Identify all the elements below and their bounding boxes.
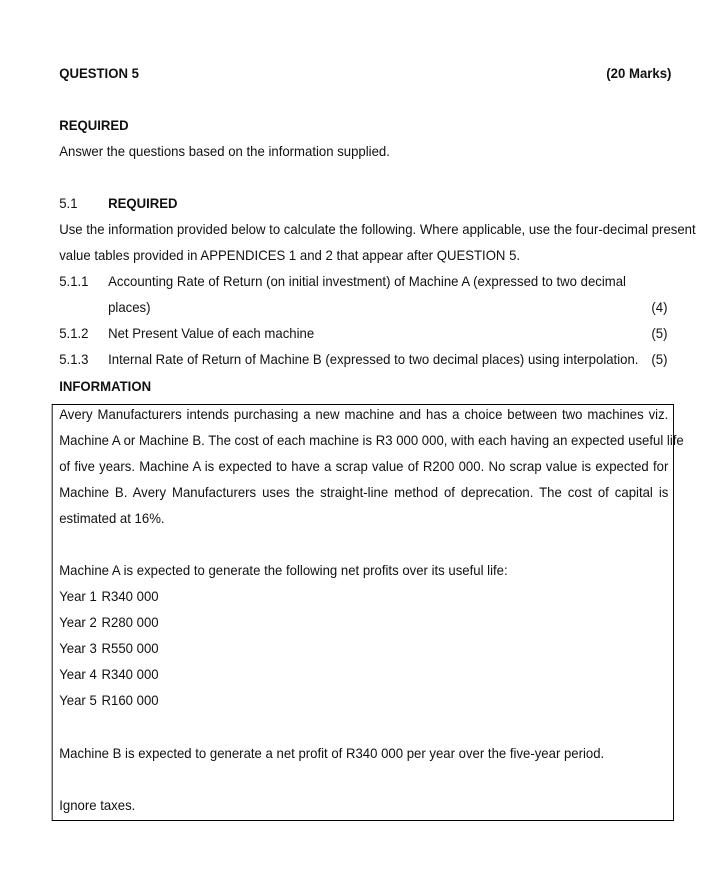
- required-instruction: Answer the questions based on the information supplied.: [59, 143, 390, 159]
- info-para-line: of five years. Machine A is expected to have a scrap value of R200 000. No scrap value is expected for: [59, 458, 669, 474]
- question-marks: (20 Marks): [606, 65, 672, 81]
- machine-b-text: Machine B is expected to generate a net profit of R340 000 per year over the five-year period.: [59, 745, 605, 761]
- info-para-line: estimated at 16%.: [59, 510, 165, 526]
- subquestion-intro-line2: value tables provided in APPENDICES 1 and 2 that appear after QUESTION 5.: [59, 247, 521, 263]
- information-heading: INFORMATION: [59, 378, 152, 394]
- taxes-note: Ignore taxes.: [59, 797, 136, 813]
- profit-amount: R160 000: [101, 692, 159, 708]
- item-number: 5.1.3: [59, 351, 89, 367]
- profit-amount: R340 000: [101, 666, 159, 682]
- item-number: 5.1.1: [59, 273, 89, 289]
- required-heading: REQUIRED: [59, 117, 129, 133]
- subquestion-number: 5.1: [59, 195, 78, 211]
- item-marks: (4): [651, 299, 668, 315]
- info-para-line: Machine B. Avery Manufacturers uses the straight-line method of deprecation. The cost of capital is: [59, 484, 669, 500]
- info-para-line: Avery Manufacturers intends purchasing a new machine and has a choice between two machines viz.: [59, 406, 669, 422]
- profit-year: Year 2: [59, 614, 97, 630]
- info-para-line: Machine A or Machine B. The cost of each machine is R3 000 000, with each having an expected useful life: [59, 432, 684, 448]
- profit-year: Year 3: [59, 640, 97, 656]
- profit-amount: R280 000: [101, 614, 159, 630]
- item-number: 5.1.2: [59, 325, 89, 341]
- profit-year: Year 1: [59, 588, 97, 604]
- item-marks: (5): [651, 325, 668, 341]
- profit-year: Year 5: [59, 692, 97, 708]
- subquestion-heading: REQUIRED: [108, 195, 178, 211]
- item-marks: (5): [651, 351, 668, 367]
- item-text-line2: places): [108, 299, 151, 315]
- item-text-line1: Accounting Rate of Return (on initial investment) of Machine A (expressed to two decimal: [108, 273, 626, 289]
- question-title: QUESTION 5: [59, 65, 139, 81]
- profit-amount: R340 000: [101, 588, 159, 604]
- profit-year: Year 4: [59, 666, 97, 682]
- item-text-line1: Internal Rate of Return of Machine B (expressed to two decimal places) using interpolation.: [108, 351, 639, 367]
- machine-a-intro: Machine A is expected to generate the following net profits over its useful life:: [59, 562, 508, 578]
- profit-amount: R550 000: [101, 640, 159, 656]
- item-text-line1: Net Present Value of each machine: [108, 325, 315, 341]
- subquestion-intro-line1: Use the information provided below to calculate the following. Where applicable, use the four-decimal present: [59, 221, 696, 237]
